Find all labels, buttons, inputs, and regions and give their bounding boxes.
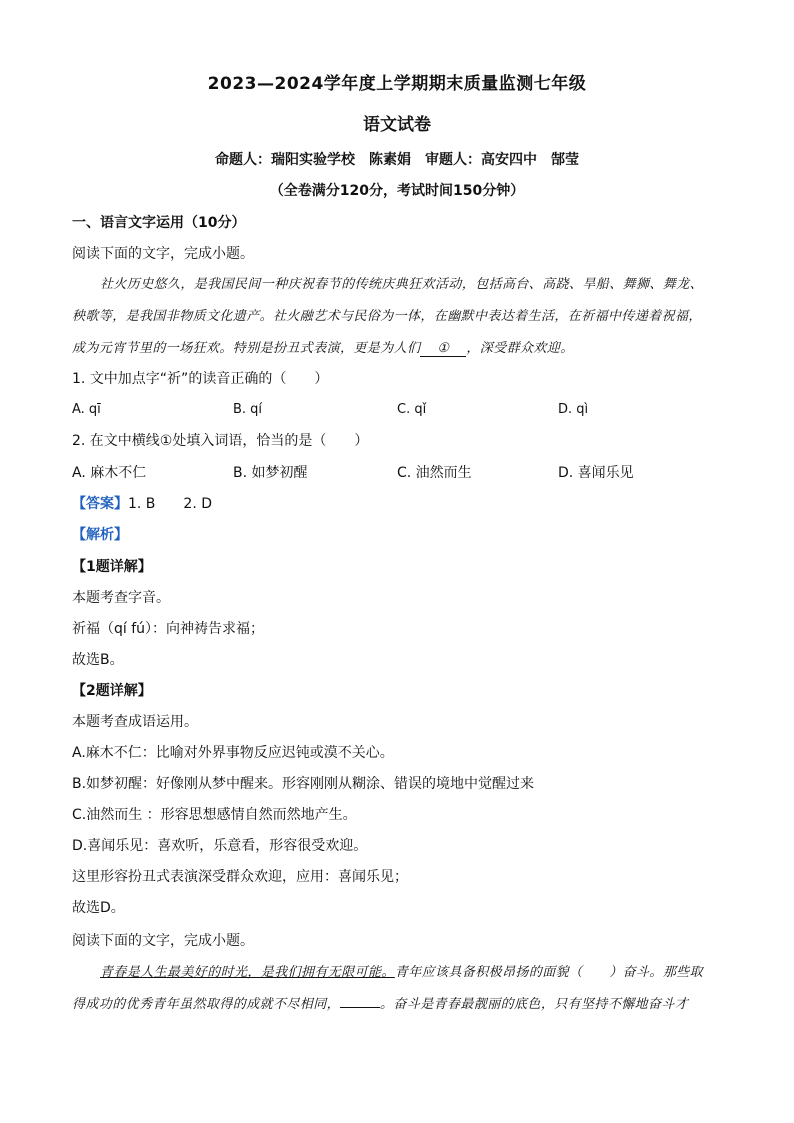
- passage2-line-1: [100, 963, 703, 983]
- detail-2-line: D.喜闻乐见：喜欢听，乐意看，形容很受欢迎。: [72, 838, 368, 854]
- answer-label: 【答案】: [72, 496, 128, 512]
- passage2-line-2-end: 。奋斗是青春最靓丽的底色，只有坚持不懈地奋斗才: [380, 997, 689, 1012]
- passage-line-1: 社火历史悠久，是我国民间一种庆祝春节的传统庆典狂欢活动，包括高台、高跷、旱船、舞狮、舞龙、: [100, 277, 704, 292]
- passage2-line-2: [72, 995, 688, 1015]
- passage-line-2: 秧歌等，是我国非物质文化遗产。社火融艺术与民俗为一体，在幽默中表达着生活，在祈福中传递着祝福，: [72, 309, 702, 324]
- detail-1-line: 故选B。: [72, 652, 124, 668]
- detail-1-line: 祈福（qí fú）：向神祷告求福；: [72, 621, 265, 637]
- detail-2-label: 【2题详解】: [72, 683, 152, 699]
- question-2-stem: 2. 在文中横线①处填入词语，恰当的是（ ）: [72, 433, 369, 449]
- q1-option-b: B. qí: [233, 402, 263, 417]
- detail-1-label: 【1题详解】: [72, 559, 152, 575]
- detail-2-line: 本题考查成语运用。: [72, 714, 198, 730]
- q2-option-b: B. 如梦初醒: [233, 465, 308, 481]
- detail-2-line: B.如梦初醒：好像刚从梦中醒来。形容刚刚从糊涂、错误的境地中觉醒过来: [72, 776, 535, 792]
- detail-2-line: 这里形容扮丑式表演深受群众欢迎，应用：喜闻乐见；: [72, 869, 408, 885]
- passage-blank-1: ①: [420, 342, 466, 357]
- q1-option-d: D. qì: [558, 402, 589, 417]
- analysis-label: 【解析】: [72, 527, 128, 543]
- section1-heading: 一、语言文字运用（10分）: [72, 215, 246, 231]
- passage-line-3-text: 成为元宵节里的一场狂欢。特别是扮丑式表演，更是为人们: [72, 341, 421, 356]
- passage-line-3-end: ，深受群众欢迎。: [466, 341, 574, 356]
- exam-title: 2023—2024学年度上学期期末质量监测七年级: [207, 74, 587, 94]
- q1-option-a: A. qī: [72, 402, 101, 417]
- section1-intro: 阅读下面的文字，完成小题。: [72, 246, 254, 262]
- answer-line: [72, 494, 212, 514]
- q2-option-a: A. 麻木不仁: [72, 465, 147, 481]
- detail-1-line: 本题考查字音。: [72, 590, 170, 606]
- answer-text: 1. B 2. D: [128, 496, 212, 512]
- detail-2-line: A.麻木不仁：比喻对外界事物反应迟钝或漠不关心。: [72, 745, 394, 761]
- detail-2-line: 故选D。: [72, 900, 125, 916]
- question-1-stem: 1. 文中加点字“祈”的读音正确的（ ）: [72, 371, 329, 387]
- q1-option-c: C. qǐ: [397, 402, 427, 417]
- section2-intro: 阅读下面的文字，完成小题。: [72, 933, 254, 949]
- passage2-line-1-rest: 青年应该具备积极昂扬的面貌（ ）奋斗。那些取: [394, 965, 704, 980]
- q2-option-d: D. 喜闻乐见: [558, 465, 634, 481]
- detail-2-line: C.油然而生 ：形容思想感情自然而然地产生。: [72, 807, 357, 823]
- passage2-underlined: 青春是人生最美好的时光，是我们拥有无限可能。: [100, 965, 395, 980]
- passage2-line-2-start: 得成功的优秀青年虽然取得的成就不尽相同，: [72, 997, 341, 1012]
- exam-subtitle: 语文试卷: [363, 115, 431, 135]
- exam-score-note: （全卷满分120分，考试时间150分钟）: [269, 183, 525, 199]
- passage2-blank: [340, 1007, 380, 1008]
- passage-line-3: [72, 339, 574, 359]
- q2-option-c: C. 油然而生: [397, 465, 472, 481]
- exam-authors: 命题人：瑞阳实验学校 陈素娟 审题人：高安四中 郜莹: [215, 152, 579, 168]
